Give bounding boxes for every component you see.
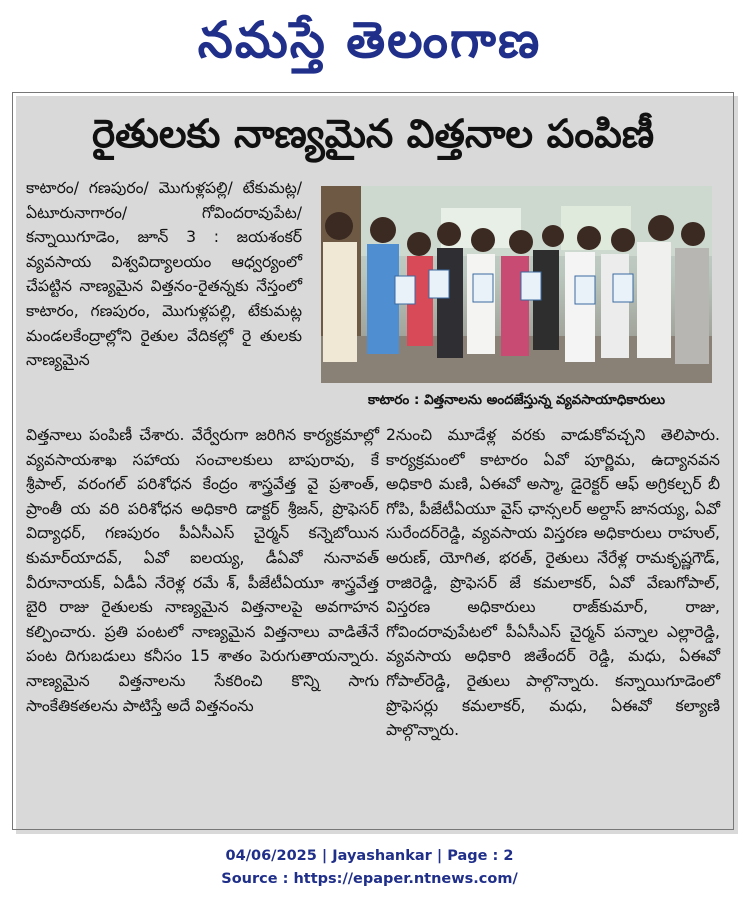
article-photo <box>321 186 712 383</box>
footer-source: Source : https://epaper.ntnews.com/ <box>221 871 518 887</box>
article-column-top: కాటారం/ గణపురం/ మొగుళ్లపల్లి/ టేకుమట్ల/ ఏటూరునాగారం/ గోవిందరావుపేట/కన్నాయిగూడెం, జూన్ 3 : జయశంకర్ వ్యవసాయ విశ్వవిద్యాలయం ఆధ్వర్యంలో చేపట్టిన నాణ్యమైన విత్తనం-రైతన్నకు నేస్తంలో కాటారం, గణపురం, మొగుళ్లపల్లి, టేకుమట్ల మండలకేంద్రాల్లోని రైతుల వేదికల్లో రై తులకు నాణ్యమైన <box>26 179 302 370</box>
newspaper-masthead: నమస్తే తెలంగాణ <box>197 11 542 69</box>
article-column-right: 2నుంచి మూడేళ్ల వరకు వాడుకోవచ్చని తెలిపారు. కార్యక్రమంలో కాటారం ఏవో పూర్ణిమ, ఉద్యానవన అధికారి మణి, ఏఈవో అస్మా, డైరెక్టర్ ఆఫ్ అగ్రికల్చర్ బీ గోపి, పీజేటీఏయూ వైస్ ఛాన్సలర్ అల్దాస్ జానయ్య, ఏవో సురేందర్‌రెడ్డి, వ్యవసాయ విస్తరణ అధికారులు రాహుల్, అరుణ్, యోగిత, భరత్, రైతులు నేరేళ్ల రామకృష్ణగౌడ్, రాజిరెడ్డి, ప్రొఫెసర్ జే కమలాకర్, ఏవో వేణుగోపాల్, విస్తరణ అధికారులు రాజ్‌కుమార్, రాజు, గోవిందరావుపేటలో పీఏసీఎస్ చైర్మన్ పన్నాల ఎల్లారెడ్డి, వ్యవసాయ అధికారి జితేందర్ రెడ్డి, మధు, ఏఈవో గోపాల్‌రెడ్డి, రైతులు పాల్గొన్నారు. కన్నాయిగూడెంలో ప్రొఫెసర్లు కమలాకర్, మధు, ఏఈవో కల్యాణి పాల్గొన్నారు. <box>386 426 720 740</box>
footer-dateline: 04/06/2025 | Jayashankar | Page : 2 <box>225 848 514 864</box>
article-headline: రైతులకు నాణ్యమైన విత్తనాల పంపిణీ <box>91 112 655 157</box>
group-photo-illustration <box>321 186 712 383</box>
photo-caption: కాటారం : విత్తనాలను అందజేస్తున్న వ్యవసాయాధికారులు <box>367 392 666 408</box>
article-column-left: విత్తనాలు పంపిణీ చేశారు. వేర్వేరుగా జరిగిన కార్యక్రమాల్లో వ్యవసాయశాఖ సహాయ సంచాలకులు బాపురావు, కే శ్రీపాల్, వరంగల్ పరిశోధన కేంద్రం శాస్త్రవేత్త వై ప్రశాంత్, ప్రాంతీ య వరి పరిశోధన అధికారి డాక్టర్ శ్రీజన్, ప్రొఫెసర్ విద్యాధర్, గణపురం పీఏసీఎస్ చైర్మన్ కన్నెబోయిన కుమార్‌యాదవ్, ఏవో ఐలయ్య, డీఏవో నునావత్ వీరూనాయక్, ఏడీఏ నేరెళ్ల రమే శ్, పీజేటీఏయూ శాస్త్రవేత్త బైరి రాజు రైతులకు నాణ్యమైన విత్తనాలపై అవగాహన కల్పించారు. ప్రతి పంటలో నాణ్యమైన విత్తనాలు వాడితేనే పంట దిగుబడులు కనీసం 15 శాతం పెరుగుతాయన్నారు. నాణ్యమైన విత్తనాలను సేకరించి కొన్ని సాగు సాంకేతికతలను పాటిస్తే అదే విత్తనంను <box>26 426 379 715</box>
